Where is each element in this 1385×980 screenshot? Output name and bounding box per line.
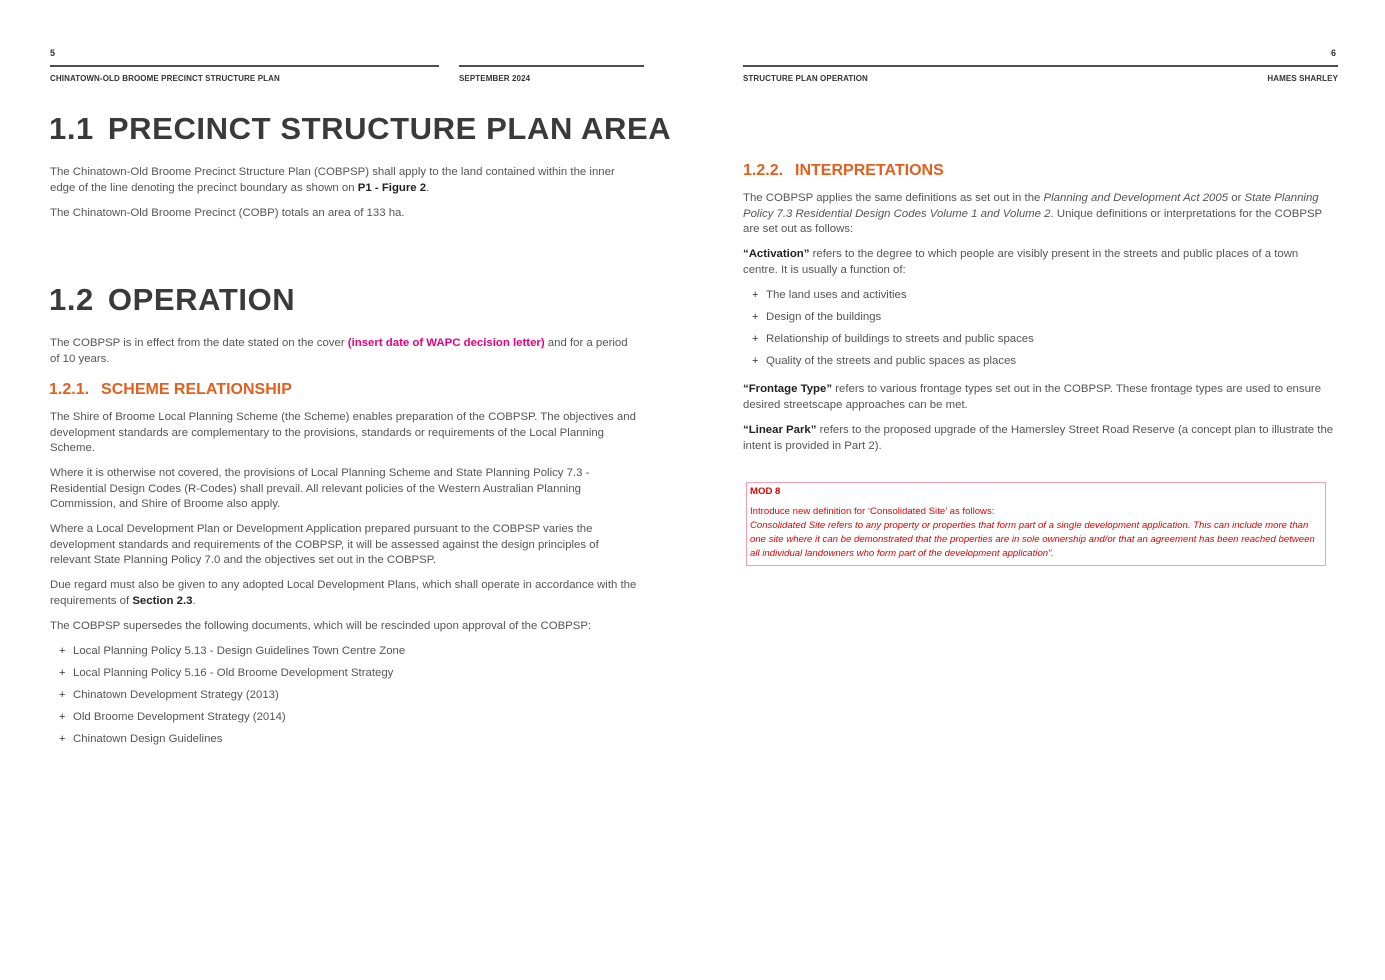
header-rule (743, 65, 1338, 67)
header-document-title: CHINATOWN-OLD BROOME PRECINCT STRUCTURE PLAN (50, 74, 280, 83)
header-date: SEPTEMBER 2024 (459, 74, 531, 83)
placeholder-highlight: (insert date of WAPC decision letter) (347, 337, 545, 349)
mod-intro: Introduce new definition for ‘Consolidated Site’ as follows: (750, 506, 995, 517)
definition-frontage-type: “Frontage Type” refers to various frontage types set out in the COBPSP. These frontage types are used to ensure desired streetscape approaches can be met. (743, 383, 1322, 411)
header-company: HAMES SHARLEY (1267, 74, 1338, 83)
left-page (0, 0, 692, 980)
bullet-icon: + (59, 711, 66, 723)
page-number: 5 (50, 48, 56, 58)
header-section-title: STRUCTURE PLAN OPERATION (743, 74, 868, 83)
paragraph: Where it is otherwise not covered, the provisions of Local Planning Scheme and State Planning Policy 7.3 - Residential Design Codes (R-Codes) shall prevail. All relevant policies of the Western Australian Planning Commission, and Shire of Broome also apply. (50, 467, 590, 511)
bullet-icon: + (59, 645, 66, 657)
section-heading-1-2 (49, 282, 295, 318)
paragraph: The COBPSP is in effect from the date stated on the cover (insert date of WAPC decision letter) and for a period of 10 years. (50, 337, 628, 365)
section-heading-1-1 (49, 111, 671, 147)
paragraph: The Shire of Broome Local Planning Scheme (the Scheme) enables preparation of the COBPSP. The objectives and development standards are complementary to the provisions, standards or requirements of the Local Planning Scheme. (50, 411, 636, 455)
page-number: 6 (1331, 48, 1337, 58)
definition-linear-park: “Linear Park” refers to the proposed upgrade of the Hamersley Street Road Reserve (a concept plan to illustrate the intent is provided in Part 2). (743, 424, 1334, 452)
bullet-icon: + (752, 289, 759, 301)
definition-activation: “Activation” refers to the degree to which people are visibly present in the streets and public places of a town centre. It is usually a function of: (743, 248, 1299, 276)
header-rule (50, 65, 439, 67)
section-number: 1.2 (49, 282, 94, 317)
bullet-icon: + (59, 733, 66, 745)
mod-title: MOD 8 (750, 486, 781, 497)
mod-definition: Consolidated Site refers to any property or properties that form part of a single development application. This can include more than one site where it can be demonstrated that the properties are in sole ownership and/or that an agreement has been reached between all individual landowners who form part of the development application”. (750, 520, 1315, 559)
section-number: 1.1 (49, 111, 94, 146)
subsection-heading-1-2-2: 1.2.2. INTERPRETATIONS (743, 162, 944, 179)
paragraph: The COBPSP applies the same definitions as set out in the Planning and Development Act 2005 or State Planning Policy 7.3 Residential Design Codes Volume 1 and Volume 2. Unique definitions or interpretations for the COBPSP are set out as follows: (743, 192, 1322, 236)
list-item: + The land uses and activities (743, 284, 1034, 306)
activation-factors-list (743, 284, 1034, 372)
list-item: + Local Planning Policy 5.16 - Old Broome Development Strategy (50, 662, 405, 684)
paragraph: The Chinatown-Old Broome Precinct (COBP) totals an area of 133 ha. (50, 207, 405, 219)
bullet-icon: + (59, 667, 66, 679)
paragraph: The COBPSP supersedes the following documents, which will be rescinded upon approval of the COBPSP: (50, 620, 592, 632)
list-item: + Relationship of buildings to streets and public spaces (743, 328, 1034, 350)
list-item: + Chinatown Design Guidelines (50, 728, 405, 750)
list-item: + Old Broome Development Strategy (2014) (50, 706, 405, 728)
paragraph: Due regard must also be given to any adopted Local Development Plans, which shall operate in accordance with the requirements of Section 2.3. (50, 579, 637, 607)
list-item: + Quality of the streets and public spaces as places (743, 350, 1034, 372)
list-item: + Design of the buildings (743, 306, 1034, 328)
section-title: PRECINCT STRUCTURE PLAN AREA (107, 111, 672, 146)
superseded-documents-list (50, 640, 405, 750)
header-rule (459, 65, 644, 67)
bullet-icon: + (59, 689, 66, 701)
modification-box (746, 482, 1326, 566)
section-title: OPERATION (107, 282, 296, 317)
right-page (692, 0, 1385, 980)
paragraph: The Chinatown-Old Broome Precinct Structure Plan (COBPSP) shall apply to the land contained within the inner edge of the line denoting the precinct boundary as shown on P1 - Figure 2. (50, 166, 615, 194)
subsection-heading-1-2-1: 1.2.1. SCHEME RELATIONSHIP (49, 381, 292, 398)
list-item: + Local Planning Policy 5.13 - Design Guidelines Town Centre Zone (50, 640, 405, 662)
bullet-icon: + (752, 355, 759, 367)
bullet-icon: + (752, 311, 759, 323)
list-item: + Chinatown Development Strategy (2013) (50, 684, 405, 706)
paragraph: Where a Local Development Plan or Development Application prepared pursuant to the COBPSP varies the development standards and requirements of the COBPSP, it will be assessed against the design principles of relevant State Planning Policy 7.0 and the objectives set out in the COBPSP. (50, 523, 599, 567)
bullet-icon: + (752, 333, 759, 345)
